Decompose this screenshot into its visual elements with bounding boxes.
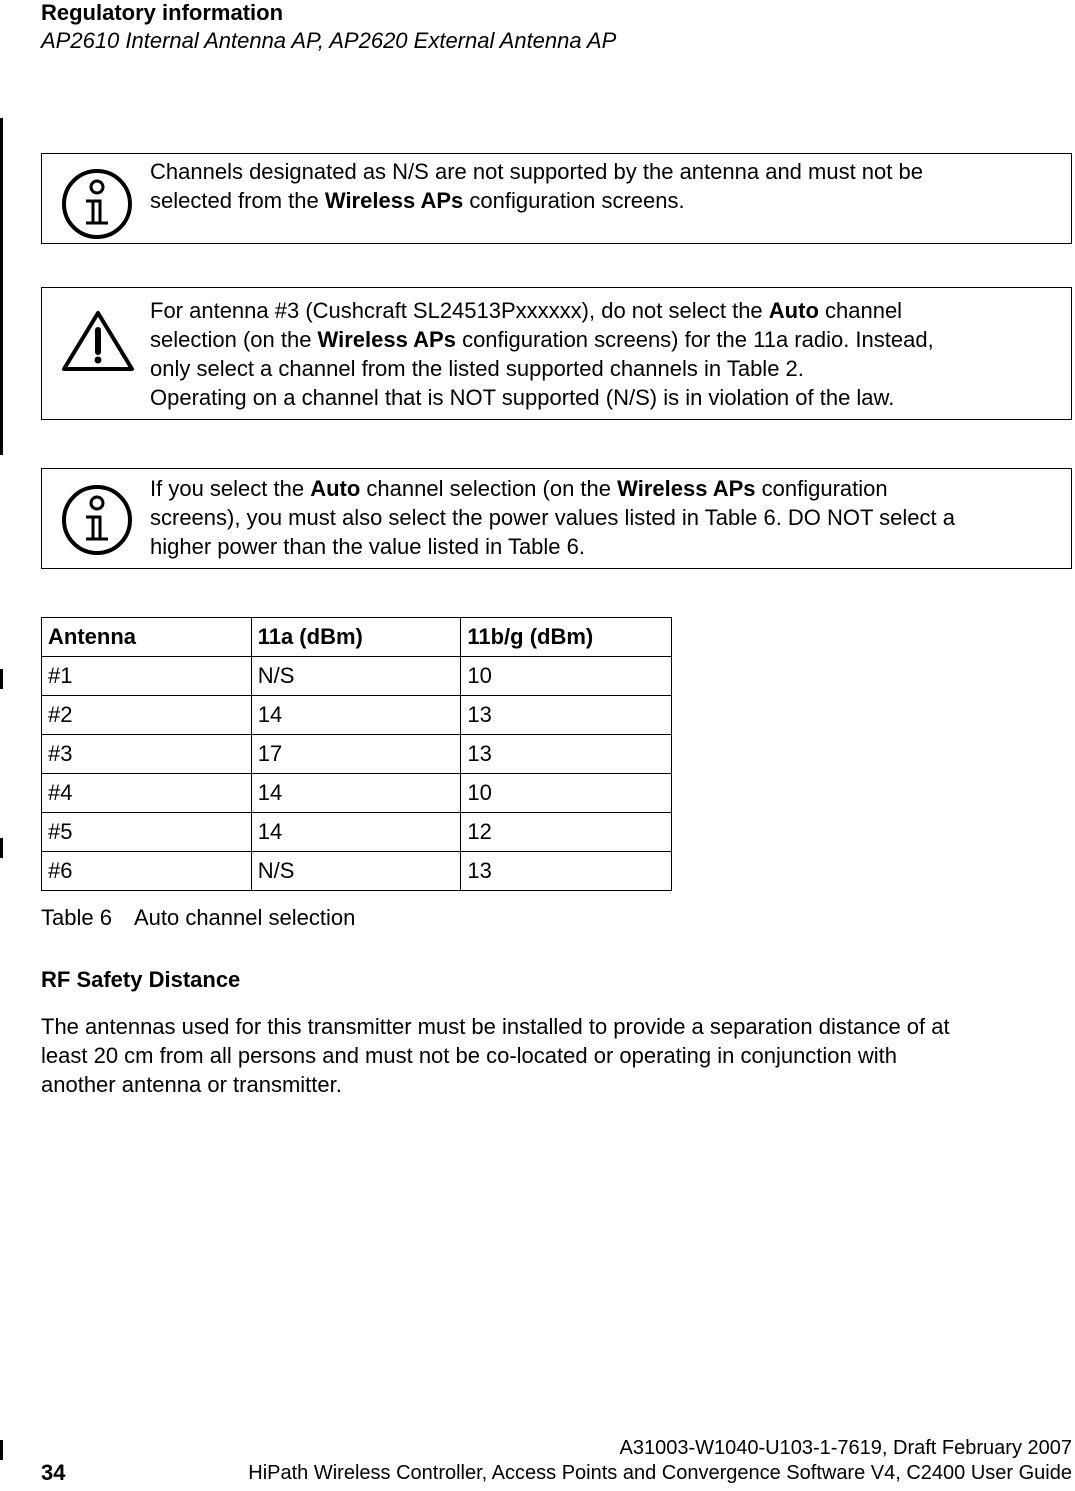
table-cell: 14 [251, 774, 461, 813]
table-row [42, 852, 672, 891]
section-subtitle: AP2610 Internal Antenna AP, AP2620 External Antenna AP [41, 28, 617, 53]
table-cell: N/S [251, 657, 461, 696]
section-heading: RF Safety Distance [41, 967, 241, 992]
info-note [41, 468, 1072, 569]
table-cell: #1 [42, 657, 252, 696]
document-id: A31003-W1040-U103-1-7619, Draft February 2007 [619, 1437, 1072, 1459]
table-cell: #2 [42, 696, 252, 735]
table-cell: 10 [461, 657, 672, 696]
table-cell: 14 [251, 813, 461, 852]
column-header: 11b/g (dBm) [461, 618, 672, 657]
table-cell: 13 [461, 696, 672, 735]
table-cell: #6 [42, 852, 252, 891]
table-row [42, 657, 672, 696]
table-cell: 14 [251, 696, 461, 735]
table-cell: 13 [461, 735, 672, 774]
auto-channel-table [41, 617, 672, 891]
table-cell: #4 [42, 774, 252, 813]
note-text: If you select the Auto channel selection (on the Wireless APs configuration screens), you must also select the power values listed in Table 6. DO NOT select a higher power than the value listed in Table 6. [150, 476, 955, 559]
info-icon [60, 483, 134, 562]
warning-icon [60, 308, 136, 379]
table-row [42, 813, 672, 852]
page-number: 34 [41, 1460, 66, 1485]
change-bar [0, 118, 3, 455]
table-cell: N/S [251, 852, 461, 891]
info-icon [60, 167, 134, 246]
column-header: Antenna [42, 618, 252, 657]
info-note [41, 153, 1072, 244]
change-bar [0, 838, 3, 858]
change-bar [0, 669, 3, 689]
table-cell: 12 [461, 813, 672, 852]
table-row [42, 696, 672, 735]
document-title: HiPath Wireless Controller, Access Points and Convergence Software V4, C2400 User Guide [248, 1462, 1072, 1484]
table-cell: 13 [461, 852, 672, 891]
table-header-row [42, 618, 672, 657]
body-paragraph: The antennas used for this transmitter must be installed to provide a separation distance of at least 20 cm from all persons and must not be co-located or operating in conjunction with another antenna or transmitter. [41, 1014, 950, 1097]
section-header: Regulatory information [41, 0, 284, 25]
note-text: For antenna #3 (Cushcraft SL24513Pxxxxxx), do not select the Auto channel selection (on the Wireless APs configuration screens) for the 11a radio. Instead, only select a channel from the listed supported channels in Table 2. Operating on a channel that is NOT supported (N/S) is in violation of the law. [150, 298, 934, 410]
table-cell: #5 [42, 813, 252, 852]
change-bar [0, 1440, 3, 1460]
table-caption: Table 6 Auto channel selection [41, 905, 356, 930]
warning-note [41, 287, 1072, 420]
note-text: Channels designated as N/S are not supported by the antenna and must not be selected from the Wireless APs configuration screens. [150, 159, 923, 213]
table-cell: 17 [251, 735, 461, 774]
table-row [42, 735, 672, 774]
table-cell: 10 [461, 774, 672, 813]
table-row [42, 774, 672, 813]
column-header: 11a (dBm) [251, 618, 461, 657]
table-cell: #3 [42, 735, 252, 774]
